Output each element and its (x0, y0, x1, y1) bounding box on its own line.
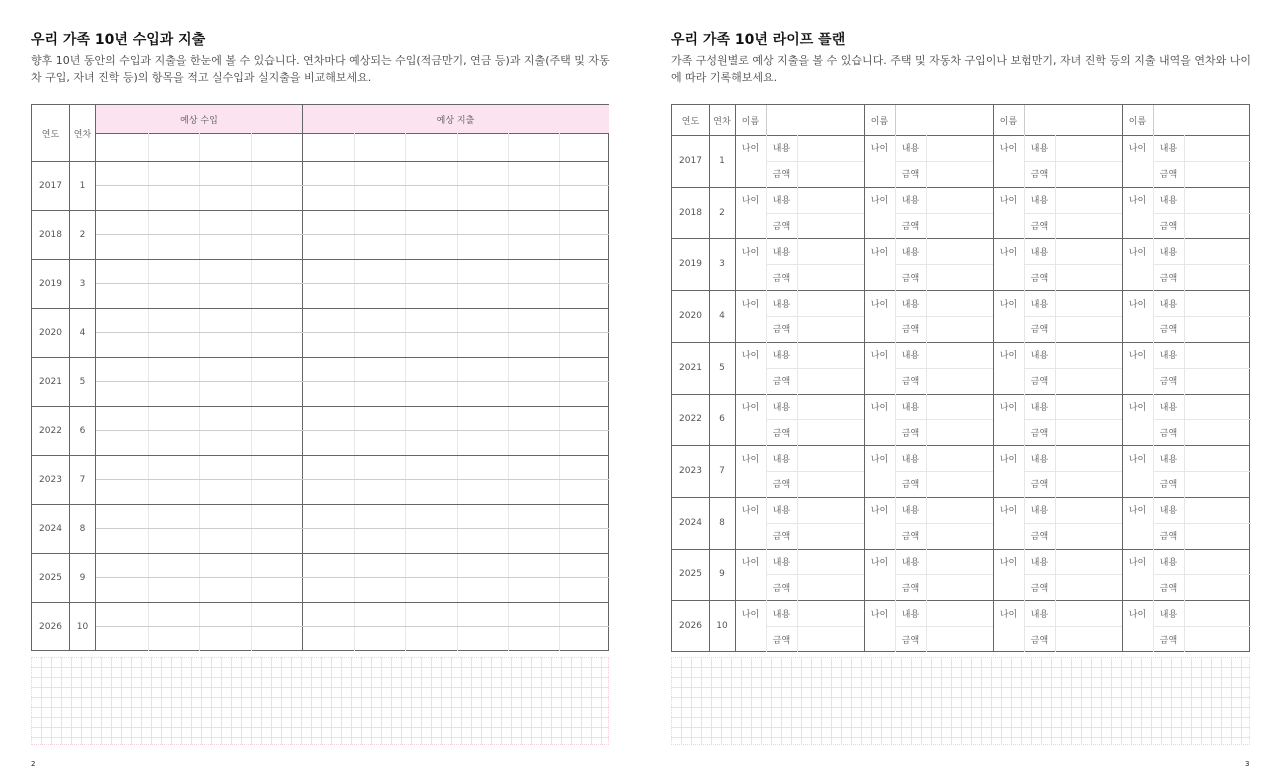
content-label: 내용 (1030, 454, 1049, 465)
content-label: 내용 (1030, 558, 1049, 569)
content-input[interactable] (1185, 135, 1250, 161)
name-input[interactable] (895, 105, 993, 135)
amount-input[interactable] (798, 419, 863, 445)
content-input[interactable] (1056, 135, 1121, 161)
divider (895, 105, 896, 135)
amount-label: 금액 (1159, 221, 1178, 232)
year-cell: 2026 (679, 621, 702, 632)
expense-entry[interactable] (303, 210, 609, 259)
year-cell: 2023 (679, 466, 702, 477)
content-input[interactable] (927, 342, 992, 368)
content-input[interactable] (1185, 238, 1250, 264)
content-label: 내용 (772, 609, 791, 620)
content-label: 내용 (901, 506, 920, 517)
content-input[interactable] (1185, 187, 1250, 213)
expense-entry[interactable] (303, 553, 609, 602)
header-name-label: 이름 (741, 116, 760, 127)
age-label: 나이 (870, 144, 889, 155)
content-input[interactable] (798, 394, 863, 420)
age-label: 나이 (741, 558, 760, 569)
content-input[interactable] (1056, 187, 1121, 213)
amount-input[interactable] (927, 523, 992, 549)
amount-input[interactable] (1056, 368, 1121, 394)
amount-input[interactable] (927, 368, 992, 394)
year-cell: 2018 (39, 229, 62, 240)
amount-label: 금액 (1030, 170, 1049, 181)
num-cell: 6 (719, 414, 725, 425)
amount-label: 금액 (901, 170, 920, 181)
age-label: 나이 (741, 402, 760, 413)
amount-input[interactable] (927, 419, 992, 445)
amount-label: 금액 (772, 635, 791, 646)
amount-input[interactable] (1056, 264, 1121, 290)
content-label: 내용 (901, 558, 920, 569)
age-label: 나이 (870, 351, 889, 362)
amount-input[interactable] (1185, 368, 1250, 394)
year-cell: 2020 (39, 327, 62, 338)
content-input[interactable] (798, 290, 863, 316)
num-cell: 1 (79, 180, 86, 191)
amount-label: 금액 (901, 583, 920, 594)
content-input[interactable] (927, 549, 992, 575)
expense-entry[interactable] (303, 406, 609, 455)
divider (1024, 105, 1025, 135)
age-label: 나이 (999, 454, 1018, 465)
header-num: 연차 (713, 116, 731, 127)
age-label: 나이 (741, 506, 760, 517)
content-input[interactable] (798, 445, 863, 471)
year-cell: 2017 (39, 180, 62, 191)
income-entry[interactable] (96, 308, 302, 357)
num-cell: 3 (719, 259, 725, 270)
expense-entry[interactable] (303, 455, 609, 504)
name-input[interactable] (1153, 105, 1251, 135)
year-cell: 2020 (679, 310, 702, 321)
year-cell: 2022 (39, 425, 62, 436)
age-label: 나이 (870, 299, 889, 310)
content-input[interactable] (798, 238, 863, 264)
content-label: 내용 (1159, 247, 1178, 258)
content-label: 내용 (1159, 454, 1178, 465)
amount-label: 금액 (901, 221, 920, 232)
content-label: 내용 (772, 506, 791, 517)
amount-label: 금액 (772, 273, 791, 284)
amount-label: 금액 (772, 428, 791, 439)
content-label: 내용 (901, 299, 920, 310)
amount-label: 금액 (772, 480, 791, 491)
amount-label: 금액 (1030, 428, 1049, 439)
age-label: 나이 (741, 144, 760, 155)
content-input[interactable] (798, 600, 863, 626)
content-label: 내용 (1159, 506, 1178, 517)
content-label: 내용 (1159, 558, 1178, 569)
amount-label: 금액 (772, 221, 791, 232)
age-label: 나이 (741, 609, 760, 620)
age-label: 나이 (1128, 196, 1147, 207)
content-input[interactable] (1056, 600, 1121, 626)
amount-input[interactable] (1056, 626, 1121, 652)
content-input[interactable] (1056, 342, 1121, 368)
num-cell: 8 (79, 523, 86, 534)
year-cell: 2019 (679, 259, 702, 270)
amount-input[interactable] (927, 264, 992, 290)
year-cell: 2022 (679, 414, 702, 425)
header-year: 연도 (681, 116, 700, 127)
amount-input[interactable] (798, 523, 863, 549)
amount-label: 금액 (1030, 532, 1049, 543)
content-input[interactable] (927, 187, 992, 213)
amount-label: 금액 (1159, 635, 1178, 646)
age-label: 나이 (741, 351, 760, 362)
page-number: 3 (1245, 760, 1250, 768)
amount-input[interactable] (1056, 419, 1121, 445)
amount-label: 금액 (901, 635, 920, 646)
content-label: 내용 (772, 454, 791, 465)
num-cell: 8 (719, 517, 725, 528)
header-name-label: 이름 (1128, 116, 1147, 127)
age-label: 나이 (999, 402, 1018, 413)
content-label: 내용 (901, 196, 920, 207)
age-label: 나이 (1128, 402, 1147, 413)
content-label: 내용 (1030, 351, 1049, 362)
income-entry[interactable] (96, 161, 302, 210)
age-label: 나이 (999, 506, 1018, 517)
page-title: 우리 가족 10년 수입과 지출 (31, 32, 206, 48)
amount-input[interactable] (1185, 523, 1250, 549)
income-entry[interactable] (96, 602, 302, 651)
amount-input[interactable] (1185, 264, 1250, 290)
age-label: 나이 (870, 402, 889, 413)
content-label: 내용 (901, 351, 920, 362)
header-expense: 예상 지출 (436, 115, 475, 126)
amount-input[interactable] (1185, 316, 1250, 342)
expense-entry[interactable] (303, 161, 609, 210)
income-entry[interactable] (96, 504, 302, 553)
age-label: 나이 (1128, 299, 1147, 310)
memo-grid[interactable] (671, 657, 1250, 745)
content-label: 내용 (901, 247, 920, 258)
name-input[interactable] (766, 105, 864, 135)
amount-label: 금액 (901, 480, 920, 491)
age-label: 나이 (999, 144, 1018, 155)
num-cell: 4 (79, 327, 86, 338)
year-cell: 2024 (39, 523, 62, 534)
content-input[interactable] (1185, 445, 1250, 471)
num-cell: 10 (716, 621, 728, 632)
amount-label: 금액 (901, 325, 920, 336)
amount-label: 금액 (1030, 325, 1049, 336)
age-label: 나이 (1128, 506, 1147, 517)
income-entry[interactable] (96, 553, 302, 602)
age-label: 나이 (870, 247, 889, 258)
page-number: 2 (31, 760, 36, 768)
content-input[interactable] (927, 497, 992, 523)
content-input[interactable] (1185, 394, 1250, 420)
memo-grid[interactable] (31, 657, 609, 745)
content-label: 내용 (1159, 144, 1178, 155)
age-label: 나이 (1128, 609, 1147, 620)
amount-label: 금액 (1159, 532, 1178, 543)
content-label: 내용 (1159, 609, 1178, 620)
amount-label: 금액 (901, 532, 920, 543)
content-label: 내용 (772, 196, 791, 207)
num-cell: 2 (79, 229, 86, 240)
amount-label: 금액 (901, 428, 920, 439)
num-cell: 2 (719, 207, 725, 218)
content-label: 내용 (772, 144, 791, 155)
page-description: 가족 구성원별로 예상 지출을 볼 수 있습니다. 주택 및 자동차 구입이나 보험만기, 자녀 진학 등의 지출 내역을 연차와 나이에 따라 기록해보세요. (671, 54, 1251, 84)
content-input[interactable] (1056, 549, 1121, 575)
age-label: 나이 (741, 196, 760, 207)
divider (95, 133, 609, 134)
amount-label: 금액 (1159, 325, 1178, 336)
num-cell: 5 (79, 376, 86, 387)
amount-input[interactable] (1185, 471, 1250, 497)
content-label: 내용 (1030, 299, 1049, 310)
amount-label: 금액 (772, 377, 791, 388)
content-label: 내용 (1030, 506, 1049, 517)
amount-label: 금액 (1030, 583, 1049, 594)
amount-input[interactable] (798, 161, 863, 187)
amount-input[interactable] (1185, 626, 1250, 652)
amount-label: 금액 (901, 273, 920, 284)
num-cell: 1 (719, 155, 725, 166)
expense-entry[interactable] (303, 259, 609, 308)
num-cell: 7 (79, 474, 86, 485)
amount-input[interactable] (1056, 574, 1121, 600)
amount-label: 금액 (1159, 583, 1178, 594)
year-cell: 2026 (39, 621, 62, 632)
amount-input[interactable] (927, 161, 992, 187)
header-year: 연도 (41, 129, 60, 140)
age-label: 나이 (870, 196, 889, 207)
num-cell: 9 (719, 569, 725, 580)
expense-entry[interactable] (303, 602, 609, 651)
num-cell: 4 (719, 310, 725, 321)
content-input[interactable] (798, 342, 863, 368)
amount-label: 금액 (1030, 377, 1049, 388)
content-label: 내용 (901, 144, 920, 155)
income-entry[interactable] (96, 406, 302, 455)
content-label: 내용 (772, 558, 791, 569)
content-label: 내용 (1159, 299, 1178, 310)
content-input[interactable] (927, 600, 992, 626)
header-name-label: 이름 (999, 116, 1018, 127)
content-label: 내용 (772, 402, 791, 413)
amount-label: 금액 (1030, 635, 1049, 646)
content-input[interactable] (1185, 600, 1250, 626)
amount-input[interactable] (798, 213, 863, 239)
content-label: 내용 (1030, 144, 1049, 155)
content-input[interactable] (1185, 497, 1250, 523)
amount-label: 금액 (1030, 221, 1049, 232)
income-entry[interactable] (96, 210, 302, 259)
age-label: 나이 (870, 454, 889, 465)
year-cell: 2025 (679, 569, 702, 580)
age-label: 나이 (1128, 144, 1147, 155)
expense-entry[interactable] (303, 308, 609, 357)
amount-input[interactable] (1056, 213, 1121, 239)
amount-input[interactable] (1185, 419, 1250, 445)
amount-input[interactable] (927, 574, 992, 600)
amount-input[interactable] (798, 626, 863, 652)
age-label: 나이 (999, 609, 1018, 620)
income-entry[interactable] (96, 259, 302, 308)
amount-input[interactable] (1185, 213, 1250, 239)
age-label: 나이 (1128, 454, 1147, 465)
amount-input[interactable] (1056, 523, 1121, 549)
age-label: 나이 (870, 609, 889, 620)
age-label: 나이 (741, 454, 760, 465)
header-num: 연차 (73, 129, 92, 140)
amount-input[interactable] (927, 316, 992, 342)
amount-input[interactable] (927, 213, 992, 239)
age-label: 나이 (741, 299, 760, 310)
content-input[interactable] (1056, 238, 1121, 264)
amount-label: 금액 (772, 532, 791, 543)
content-label: 내용 (901, 609, 920, 620)
content-label: 내용 (901, 402, 920, 413)
amount-input[interactable] (1056, 161, 1121, 187)
expense-entry[interactable] (303, 504, 609, 553)
content-input[interactable] (1185, 342, 1250, 368)
age-label: 나이 (1128, 247, 1147, 258)
content-input[interactable] (1056, 394, 1121, 420)
amount-input[interactable] (798, 574, 863, 600)
content-input[interactable] (927, 445, 992, 471)
num-cell: 10 (76, 621, 89, 632)
amount-label: 금액 (1030, 273, 1049, 284)
content-input[interactable] (927, 238, 992, 264)
amount-label: 금액 (901, 377, 920, 388)
amount-input[interactable] (927, 471, 992, 497)
amount-input[interactable] (798, 471, 863, 497)
content-label: 내용 (1030, 247, 1049, 258)
num-cell: 7 (719, 466, 725, 477)
year-cell: 2019 (39, 278, 62, 289)
age-label: 나이 (999, 247, 1018, 258)
age-label: 나이 (999, 196, 1018, 207)
content-input[interactable] (927, 135, 992, 161)
content-input[interactable] (798, 135, 863, 161)
name-input[interactable] (1024, 105, 1122, 135)
income-entry[interactable] (96, 455, 302, 504)
amount-input[interactable] (927, 626, 992, 652)
amount-input[interactable] (1185, 574, 1250, 600)
content-input[interactable] (798, 187, 863, 213)
content-input[interactable] (1056, 497, 1121, 523)
amount-label: 금액 (772, 325, 791, 336)
header-name-label: 이름 (870, 116, 889, 127)
content-label: 내용 (1159, 196, 1178, 207)
amount-input[interactable] (1185, 161, 1250, 187)
content-label: 내용 (772, 299, 791, 310)
content-label: 내용 (1030, 402, 1049, 413)
content-input[interactable] (798, 497, 863, 523)
divider (766, 105, 767, 135)
year-cell: 2025 (39, 572, 62, 583)
amount-input[interactable] (1056, 471, 1121, 497)
amount-label: 금액 (1159, 273, 1178, 284)
year-cell: 2023 (39, 474, 62, 485)
amount-label: 금액 (1159, 480, 1178, 491)
content-label: 내용 (1159, 402, 1178, 413)
amount-label: 금액 (1159, 170, 1178, 181)
amount-input[interactable] (798, 316, 863, 342)
amount-label: 금액 (772, 583, 791, 594)
content-input[interactable] (927, 290, 992, 316)
content-label: 내용 (772, 247, 791, 258)
year-cell: 2021 (679, 362, 702, 373)
expense-entry[interactable] (303, 357, 609, 406)
amount-label: 금액 (1030, 480, 1049, 491)
year-cell: 2021 (39, 376, 62, 387)
amount-input[interactable] (798, 264, 863, 290)
content-label: 내용 (1030, 609, 1049, 620)
content-input[interactable] (1185, 290, 1250, 316)
year-cell: 2018 (679, 207, 702, 218)
amount-label: 금액 (1159, 428, 1178, 439)
num-cell: 5 (719, 362, 725, 373)
age-label: 나이 (741, 247, 760, 258)
num-cell: 9 (79, 572, 86, 583)
content-input[interactable] (1056, 445, 1121, 471)
age-label: 나이 (999, 299, 1018, 310)
content-label: 내용 (1030, 196, 1049, 207)
divider (1153, 105, 1154, 135)
income-entry[interactable] (96, 357, 302, 406)
content-label: 내용 (772, 351, 791, 362)
page-title: 우리 가족 10년 라이프 플랜 (671, 32, 846, 48)
age-label: 나이 (870, 558, 889, 569)
content-input[interactable] (1056, 290, 1121, 316)
num-cell: 3 (79, 278, 86, 289)
amount-input[interactable] (798, 368, 863, 394)
age-label: 나이 (870, 506, 889, 517)
age-label: 나이 (1128, 558, 1147, 569)
life-plan-table (671, 104, 1250, 652)
content-input[interactable] (798, 549, 863, 575)
age-label: 나이 (999, 558, 1018, 569)
content-label: 내용 (1159, 351, 1178, 362)
amount-label: 금액 (772, 170, 791, 181)
num-cell: 6 (79, 425, 86, 436)
content-input[interactable] (1185, 549, 1250, 575)
amount-label: 금액 (1159, 377, 1178, 388)
age-label: 나이 (999, 351, 1018, 362)
year-cell: 2024 (679, 517, 702, 528)
content-label: 내용 (901, 454, 920, 465)
age-label: 나이 (1128, 351, 1147, 362)
income-expense-table (31, 104, 609, 651)
header-income: 예상 수입 (180, 115, 218, 126)
year-cell: 2017 (679, 155, 702, 166)
content-input[interactable] (927, 394, 992, 420)
page-description: 향후 10년 동안의 수입과 지출을 한눈에 볼 수 있습니다. 연차마다 예상되는 수입(적금만기, 연금 등)과 지출(주택 및 자동차 구입, 자녀 진학 등)의 항목을 적고 실수입과 실지출을 비교해보세요. (31, 54, 610, 84)
amount-input[interactable] (1056, 316, 1121, 342)
